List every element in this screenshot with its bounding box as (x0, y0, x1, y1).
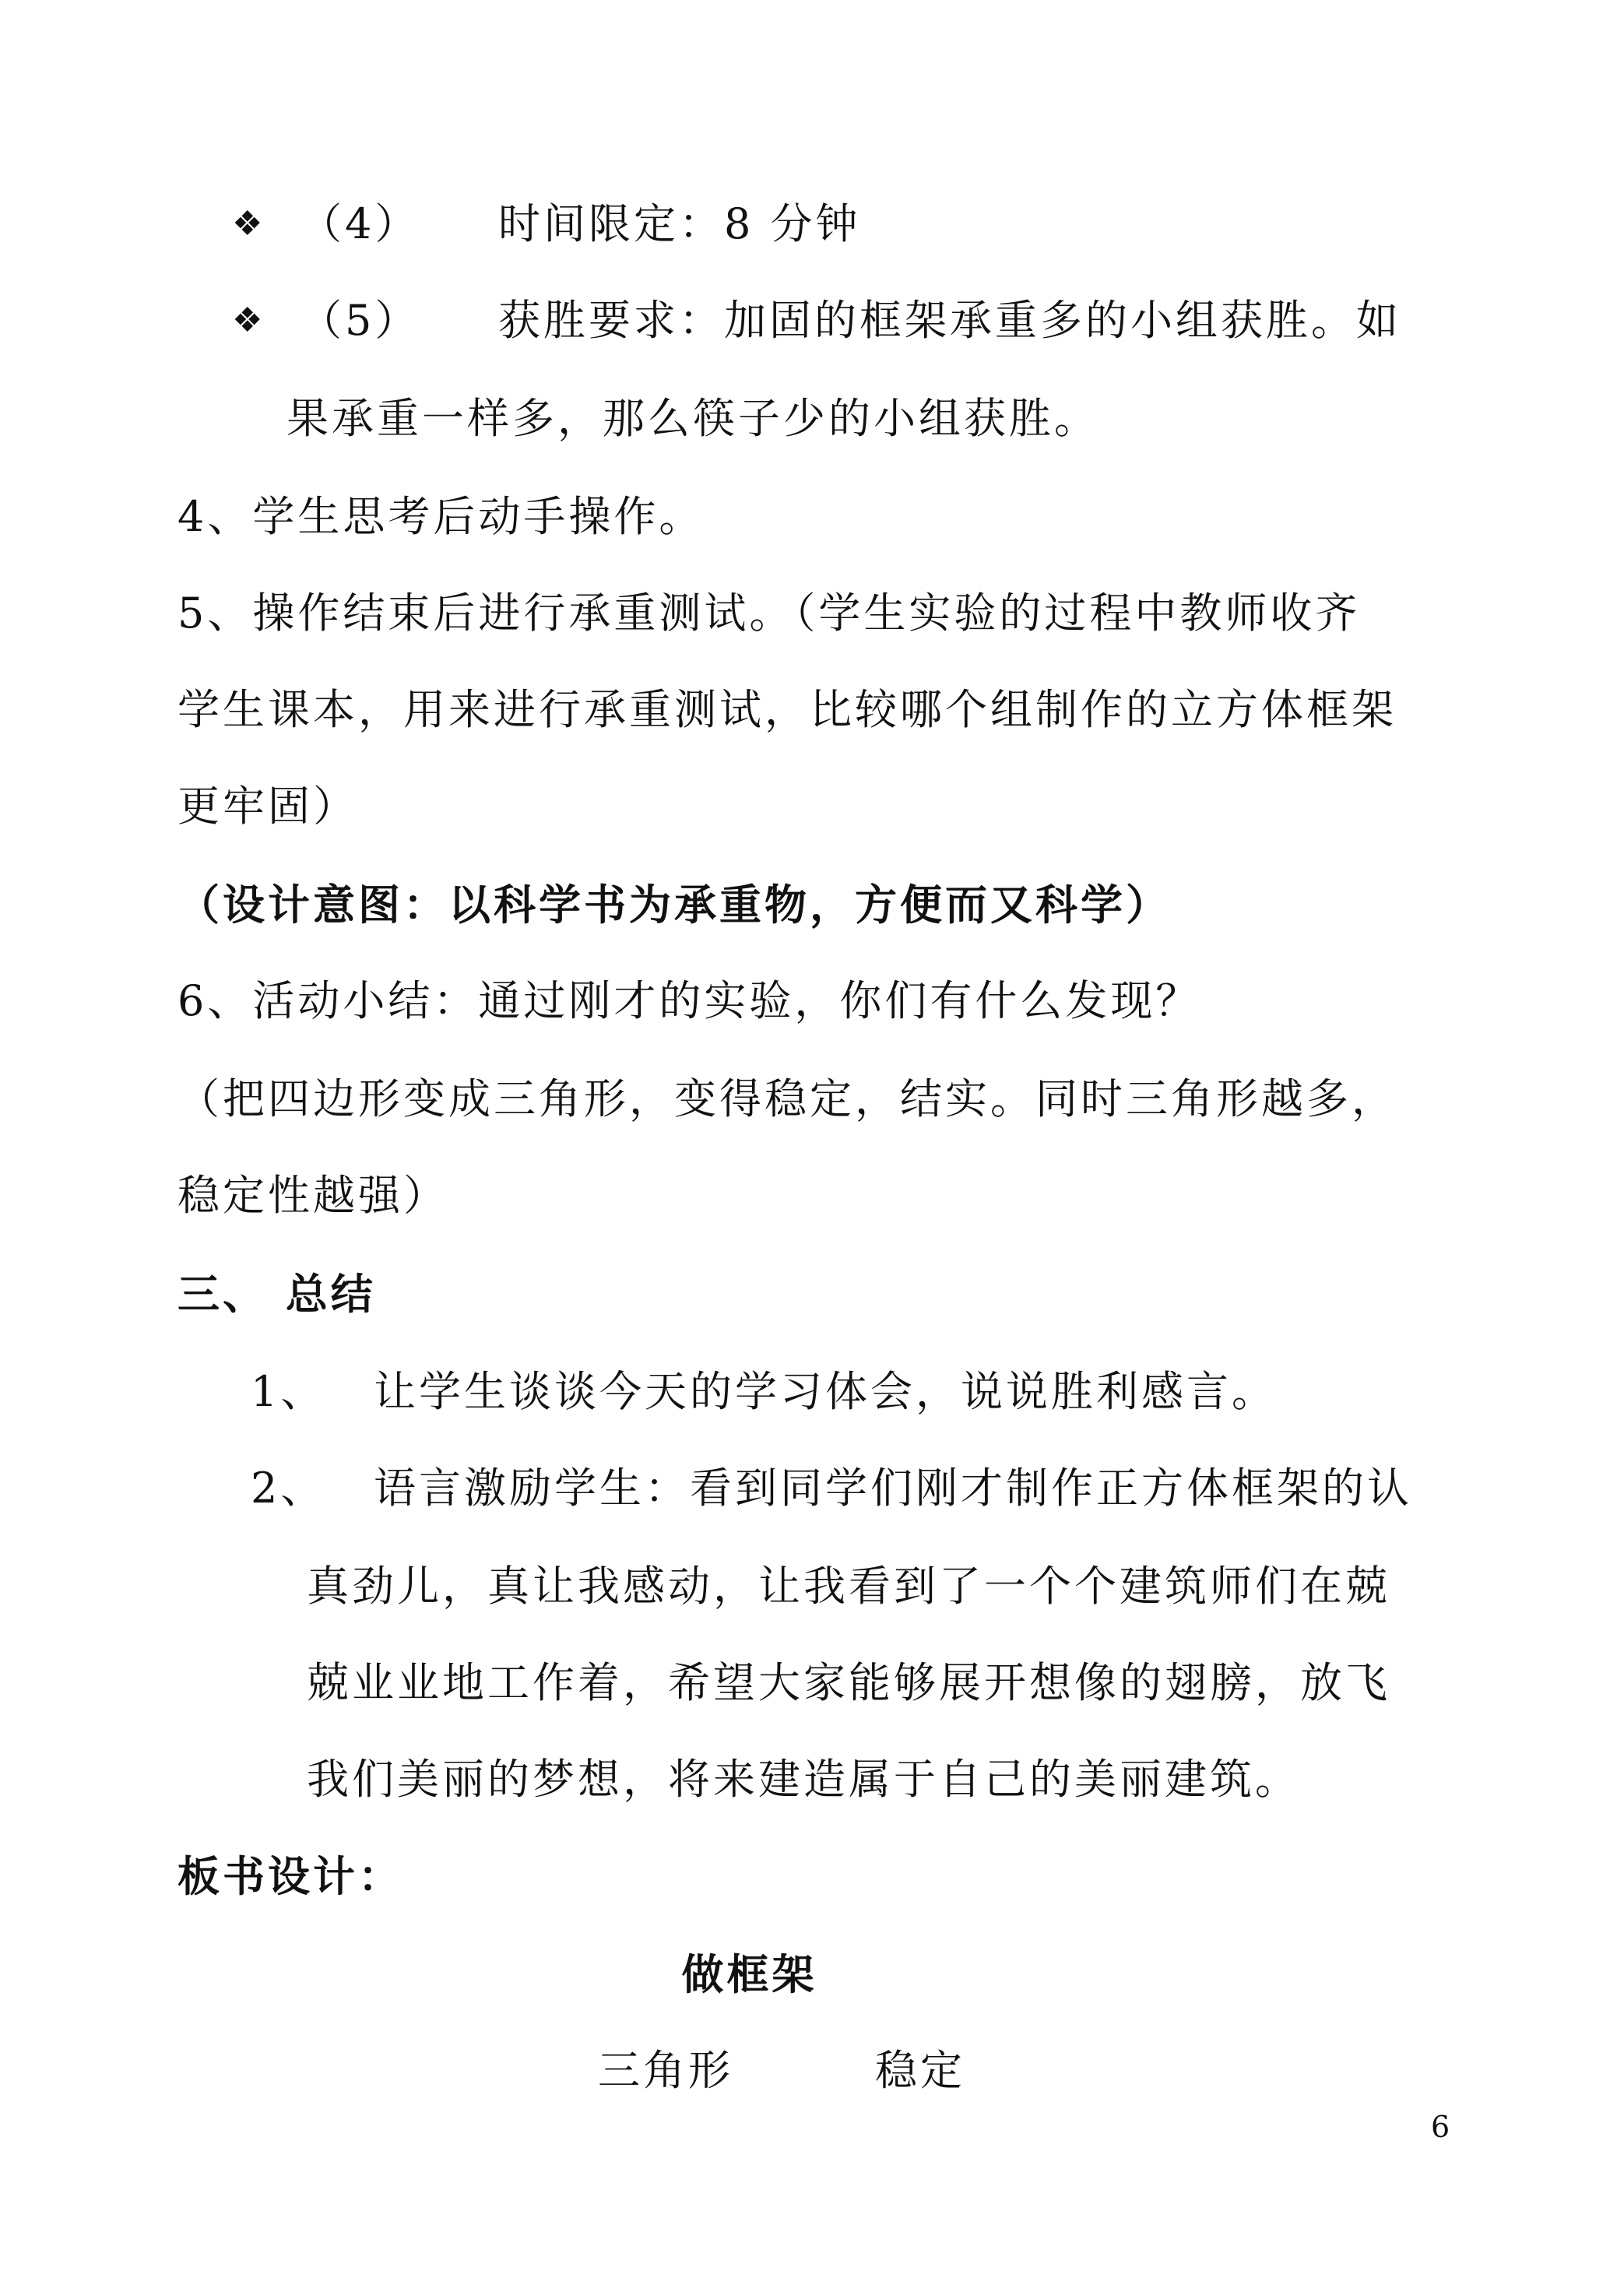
summary-item-2-line-3: 兢业业地工作着，希望大家能够展开想像的翅膀，放飞 (307, 1658, 1390, 1707)
board-left-term: 三角形 (598, 2046, 733, 2095)
diamond-bullet-icon: ❖ (232, 300, 263, 340)
step-6-answer-line-2: 稳定性越强） (178, 1171, 448, 1220)
summary-item-2-line-4: 我们美丽的梦想，将来建造属于自己的美丽建筑。 (307, 1755, 1300, 1804)
board-title: 做框架 (681, 1949, 817, 1999)
step-5-line-3: 更牢固） (178, 782, 358, 831)
summary-heading: 三、 总结 (178, 1269, 376, 1319)
board-design-heading: 板书设计： (178, 1851, 403, 1901)
bullet-5-text: 获胜要求：加固的框架承重多的小组获胜。如 (498, 296, 1401, 345)
step-6: 6、活动小结：通过刚才的实验，你们有什么发现？ (178, 976, 1201, 1025)
step-4: 4、学生思考后动手操作。 (178, 492, 705, 541)
bullet-5-continuation: 果承重一样多，那么筷子少的小组获胜。 (286, 394, 1099, 443)
bullet-5-number: （5） (300, 296, 420, 345)
summary-item-2-number: 2、 (251, 1464, 326, 1513)
bullet-4-text: 时间限定：8 分钟 (498, 199, 861, 248)
diamond-bullet-icon: ❖ (232, 204, 263, 244)
design-intent: （设计意图：以科学书为承重物，方便而又科学） (178, 880, 1171, 930)
board-right-term: 稳定 (875, 2046, 965, 2095)
step-6-answer-line-1: （把四边形变成三角形，变得稳定，结实。同时三角形越多， (178, 1074, 1397, 1123)
summary-item-1-number: 1、 (251, 1367, 326, 1416)
summary-item-2-line-2: 真劲儿，真让我感动，让我看到了一个个建筑师们在兢 (307, 1562, 1390, 1611)
summary-item-2-line-1: 语言激励学生：看到同学们刚才制作正方体框架的认 (374, 1464, 1412, 1513)
step-5-line-1: 5、操作结束后进行承重测试。（学生实验的过程中教师收齐 (178, 589, 1361, 638)
summary-item-1-text: 让学生谈谈今天的学习体会，说说胜利感言。 (374, 1367, 1277, 1416)
bullet-4-number: （4） (300, 199, 420, 248)
step-5-line-2: 学生课本，用来进行承重测试，比较哪个组制作的立方体框架 (178, 685, 1397, 734)
page-number: 6 (1431, 2110, 1450, 2144)
